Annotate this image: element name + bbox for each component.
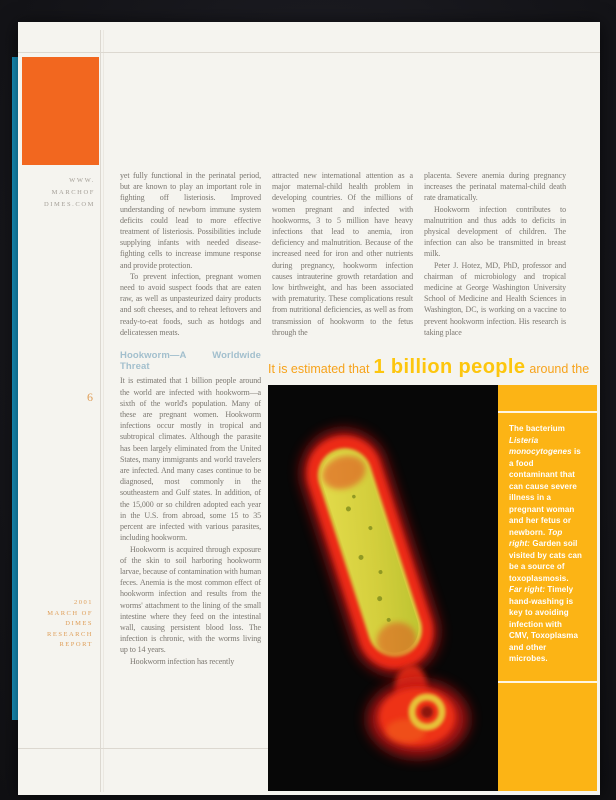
caption-segment: is a food contaminant that can cause severe illness in a pregnant woman and her fetus or newborn. — [509, 447, 581, 537]
section-heading-hookworm: Hookworm—A Worldwide Threat — [120, 350, 261, 373]
website-url-line: MARCHOF — [51, 189, 95, 196]
paragraph: To prevent infection, pregnant women need to avoid suspect foods that are eaten raw, as well as unpasteurized dairy products and soft cheeses, and to reheat leftovers and ready-to-eat foods, such as hotdogs and delicatessen meats. — [120, 271, 261, 337]
paragraph: placenta. Severe anemia during pregnancy increases the perinatal maternal-child death rate dramatically. — [424, 171, 566, 203]
website-url-line: DIMES.COM — [43, 201, 95, 208]
caption-text — [509, 423, 583, 665]
caption-segment: The bacterium — [509, 424, 565, 433]
report-title-line: 2001 — [74, 599, 93, 606]
grid-rule-vertical — [100, 30, 101, 792]
grid-rule-top — [18, 52, 600, 53]
paragraph: yet fully functional in the perinatal period, but are known to play an important role in fighting off listeriosis. Improved understanding of newborn immune system deficits could lead to more effective treatment of listeriosis. Possibilities include supplying infants with needed disease-fighting cells to increase immune response and provide protection. — [120, 171, 261, 270]
bacterium-illustration — [268, 385, 498, 791]
paragraph: Hookworm infection contributes to malnutrition and thus adds to deficits in physical development of children. The infection can also be transmitted in breast milk. — [424, 204, 566, 259]
paragraph: Hookworm is acquired through exposure of the skin to soil harboring hookworm larvae, because of contamination with human feces. Anemia is the most common effect of hookworm infection and results from the worms' attachment to the lining of the small intestine where they feed on the intestinal wall, causing persistent blood loss. The infection is chronic, with the worms living up to 14 years. — [120, 544, 261, 655]
grid-rule-vertical-2 — [103, 30, 104, 792]
magazine-page — [18, 22, 600, 795]
caption-segment-italic: Far right: — [509, 585, 546, 594]
photo-caption-sidebar — [498, 385, 597, 791]
column-2 — [272, 170, 413, 356]
report-title — [26, 598, 93, 651]
paragraph: attracted new international attention as a major maternal-child health problem in developing countries. Of the millions of women pregnant and infected with hookworms, 3 to 5 million have heavy infections that lead to anemia, iron deficiency and malnutrition. Because of the increased need for iron and other nutrients during pregnancy, hookworm infection causes intrauterine growth retardation and low birthweight, and has been associated with prematurity. These complications result from nutritional deficiencies, as well as from transmission of hookworm to the fetus through the — [272, 171, 413, 337]
listeria-micrograph-photo — [268, 385, 498, 791]
caption-segment: Garden soil visited by cats can be a source of toxoplasmosis. — [509, 539, 583, 583]
paragraph: Hookworm infection has recently — [130, 656, 235, 666]
report-title-line: MARCH OF — [47, 609, 93, 617]
paragraph: Peter J. Hotez, MD, PhD, professor and chairman of microbiology and tropical medicine at George Washington University School of Medicine and Health Sciences in Washington, DC, is working on a vaccine to prevent hookworm infection. His research is taking place — [424, 260, 566, 337]
column-3 — [424, 170, 566, 356]
report-title-line: RESEARCH — [47, 630, 93, 638]
caption-segment-italic: Top right: — [509, 527, 563, 548]
grid-rule-bottom — [18, 748, 268, 749]
website-url — [28, 175, 95, 211]
banner-highlight-text: 1 billion people — [373, 356, 526, 378]
banner-tail-text: around the — [529, 362, 590, 376]
column-1 — [120, 170, 261, 667]
caption-segment: Timely hand-washing is key to avoiding infection with CMV, Toxoplasma and other microbes. — [509, 585, 579, 663]
caption-divider-top — [498, 411, 597, 413]
report-title-line: DIMES — [65, 620, 93, 627]
orange-accent-block — [22, 57, 99, 165]
page-number: 6 — [87, 390, 93, 404]
report-title-line: REPORT — [59, 641, 93, 648]
paragraph: It is estimated that 1 billion people around the world are infected with hookworm—a sixth of the world's population. Many of these are pregnant women. Hookworm infections occur mostly in tropical and subtropical climates. Although the parasite has been largely eliminated from the United States, many immigrants and world travelers are infected. And many cases continue to be diagnosed, most commonly in the southeastern and Gulf states. In addition, of the 15,000 or so children adopted each year in the U.S. from abroad, some 15 to 35 percent are infected with various parasites, including hookworm. — [120, 376, 261, 543]
banner-lead-text: It is estimated that — [268, 362, 370, 376]
caption-segment-italic: Listeria monocytogenes — [509, 435, 572, 456]
website-url-line: WWW. — [69, 177, 95, 184]
caption-divider-bottom — [498, 681, 597, 683]
stat-banner — [268, 356, 604, 379]
